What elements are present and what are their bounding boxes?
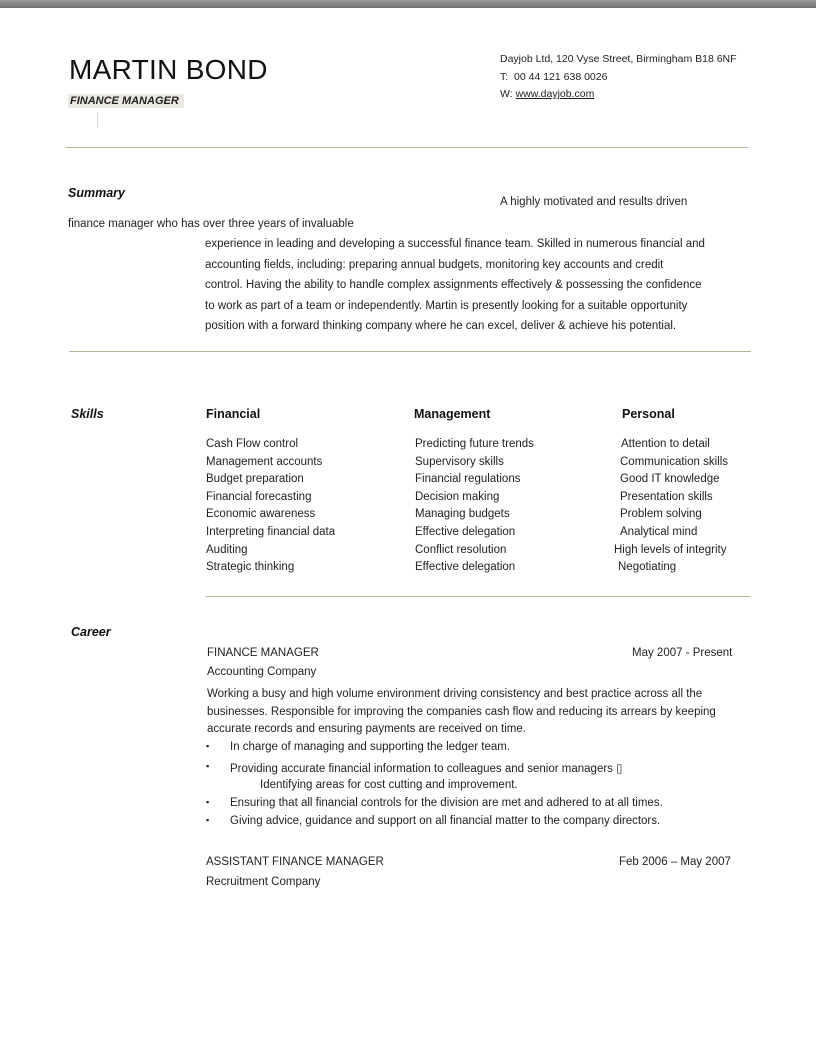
skills-divider: [206, 596, 750, 597]
website-link[interactable]: www.dayjob.com: [515, 88, 595, 100]
job-dates: May 2007 - Present: [632, 647, 733, 659]
summary-line: experience in leading and developing a successful finance team. Skilled in numerous financial and: [205, 238, 705, 250]
skills-financial-list: [206, 436, 335, 577]
skill-item: Managing budgets: [415, 508, 510, 521]
job-description: Working a busy and high volume environment driving consistency and best practice across all the businesses. Responsible for improving the companies cash flow and reducing its arrears by keeping accurate records and ensuring payments are received on time.: [207, 688, 716, 735]
bullet-text: Giving advice, guidance and support on all financial matter to the company directors.: [230, 815, 661, 827]
skills-management-heading: Management: [414, 407, 491, 421]
skills-personal-heading: Personal: [622, 407, 675, 421]
skill-item: Negotiating: [618, 561, 677, 574]
skill-item: Attention to detail: [621, 438, 710, 450]
bullet-icon: ▪: [206, 815, 210, 825]
contact-address: Dayjob Ltd, 120 Vyse Street, Birmingham B18 6NF: [500, 53, 737, 65]
bullet-icon: ▪: [206, 797, 210, 807]
skill-item: Budget preparation: [206, 473, 304, 486]
skill-item: Decision making: [415, 490, 500, 503]
web-prefix: W:: [500, 88, 513, 100]
skill-item: Analytical mind: [620, 525, 698, 538]
skill-item: Interpreting financial data: [206, 525, 336, 538]
job-title: ASSISTANT FINANCE MANAGER: [206, 856, 384, 868]
skill-item: Cash Flow control: [206, 438, 299, 450]
skill-item: Conflict resolution: [415, 543, 507, 556]
skill-item: Effective delegation: [415, 561, 516, 574]
skill-item: Supervisory skills: [415, 455, 504, 468]
skill-item: Economic awareness: [206, 508, 316, 521]
skill-item: Predicting future trends: [415, 438, 534, 450]
job-company: Accounting Company: [207, 666, 317, 678]
bullet-text: Providing accurate financial information to colleagues and senior managers ▯: [230, 763, 623, 775]
bullet-text: Ensuring that all financial controls for the division are met and adhered to at all times.: [230, 797, 663, 809]
top-border-bar: [0, 0, 816, 8]
summary-body: [205, 234, 705, 337]
summary-line: position with a forward thinking company where he can excel, deliver & achieve his potential.: [205, 320, 677, 332]
skills-management-list: [415, 436, 534, 577]
career-heading: Career: [71, 625, 111, 639]
bullet-icon: ▪: [206, 741, 210, 751]
job-title: FINANCE MANAGER: [207, 647, 319, 659]
phone-prefix: T:: [500, 70, 509, 83]
summary-line: control. Having the ability to handle complex assignments effectively & possessing the confidence: [205, 279, 702, 291]
skill-item: Presentation skills: [620, 490, 713, 503]
candidate-name: MARTIN BOND: [69, 54, 268, 85]
bullet-continuation-text: Identifying areas for cost cutting and improvement.: [260, 779, 518, 791]
summary-intro-right: A highly motivated and results driven: [500, 196, 688, 208]
bullet-icon: ▪: [206, 761, 210, 771]
skills-personal-list: [614, 436, 729, 577]
summary-line: accounting fields, including: preparing annual budgets, monitoring key accounts and credit: [205, 258, 664, 271]
candidate-role: FINANCE MANAGER: [68, 94, 184, 108]
skills-financial-heading: Financial: [206, 407, 261, 421]
skill-item: Communication skills: [620, 455, 729, 468]
contact-phone-row: [500, 69, 737, 87]
skill-item: Strategic thinking: [206, 561, 295, 574]
role-divider-mark: [97, 112, 98, 128]
summary-intro-left: finance manager who has over three years of invaluable: [68, 218, 354, 230]
skill-item: Problem solving: [620, 508, 702, 521]
skill-item: Good IT knowledge: [620, 473, 720, 486]
header-divider: [66, 147, 748, 148]
contact-web-row: [500, 86, 737, 104]
bullet-text: In charge of managing and supporting the ledger team.: [230, 741, 511, 753]
skill-item: Auditing: [206, 543, 248, 556]
summary-heading: Summary: [68, 186, 125, 200]
skill-item: Management accounts: [206, 455, 323, 468]
skills-heading: Skills: [71, 407, 104, 421]
summary-line: to work as part of a team or independently. Martin is presently looking for a suitable opportunity: [205, 299, 688, 312]
job-dates: Feb 2006 – May 2007: [619, 856, 731, 868]
contact-block: [500, 51, 737, 104]
skill-item: Effective delegation: [415, 525, 516, 538]
skill-item: Financial regulations: [415, 473, 521, 486]
job-company: Recruitment Company: [206, 876, 321, 888]
skill-item: Financial forecasting: [206, 490, 312, 503]
skill-item: High levels of integrity: [614, 543, 727, 556]
summary-divider: [69, 351, 751, 352]
contact-phone: 00 44 121 638 0026: [514, 70, 608, 83]
